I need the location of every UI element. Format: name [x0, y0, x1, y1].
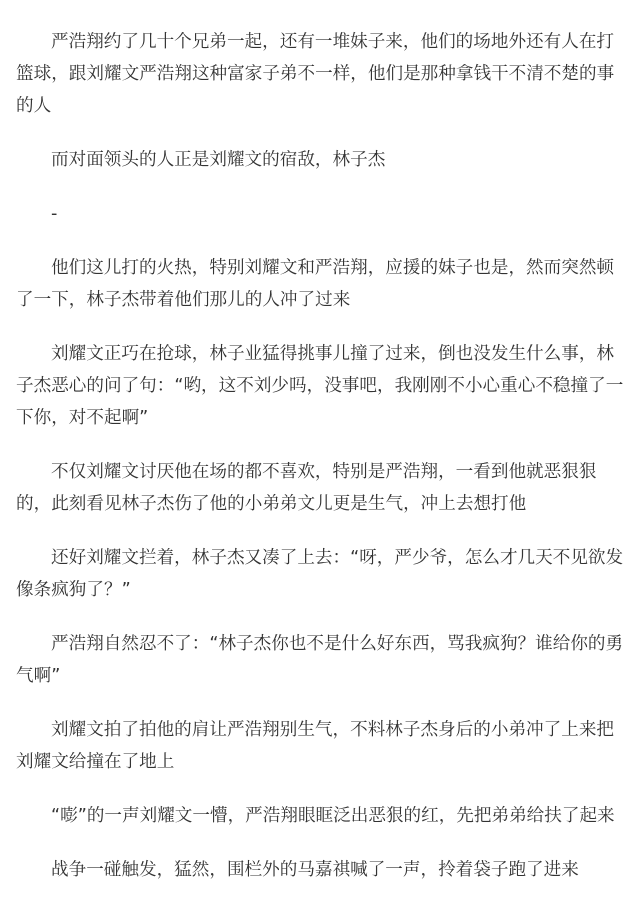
paragraph: “嘭”的一声刘耀文一懵，严浩翔眼眶泛出恶狠的红，先把弟弟给扶了起来: [51, 806, 615, 826]
paragraph: 他们这儿打的火热，特别刘耀文和严浩翔，应援的妹子也是，然而突然顿了一下，林子杰带着他们那儿的人冲了过来: [16, 258, 615, 310]
paragraph: 而对面领头的人正是刘耀文的宿敌，林子杰: [51, 150, 386, 170]
paragraph: 严浩翔自然忍不了：“林子杰你也不是什么好东西，骂我疯狗？谁给你的勇气啊”: [16, 634, 624, 686]
article-body: [16, 26, 630, 908]
paragraph: 刘耀文正巧在抢球，林子业猛得挑事儿撞了过来，倒也没发生什么事，林子杰恶心的问了句：“哟，这不刘少吗，没事吧，我刚刚不小心重心不稳撞了一下你，对不起啊”: [16, 344, 624, 428]
paragraph: 不仅刘耀文讨厌他在场的都不喜欢，特别是严浩翔，一看到他就恶狠狠的，此刻看见林子杰伤了他的小弟弟文儿更是生气，冲上去想打他: [16, 462, 597, 514]
paragraph: 刘耀文拍了拍他的肩让严浩翔别生气，不料林子杰身后的小弟冲了上来把刘耀文给撞在了地上: [16, 720, 615, 772]
paragraph: 战争一碰触发，猛然，围栏外的马嘉祺喊了一声，拎着袋子跑了进来: [51, 860, 579, 880]
paragraph: 严浩翔约了几十个兄弟一起，还有一堆妹子来，他们的场地外还有人在打篮球，跟刘耀文严浩翔这种富家子弟不一样，他们是那种拿钱干不清不楚的事的人: [16, 32, 615, 116]
paragraph: 还好刘耀文拦着，林子杰又凑了上去：“呀，严少爷，怎么才几天不见欲发像条疯狗了？”: [16, 548, 624, 600]
section-divider: -: [51, 204, 58, 224]
